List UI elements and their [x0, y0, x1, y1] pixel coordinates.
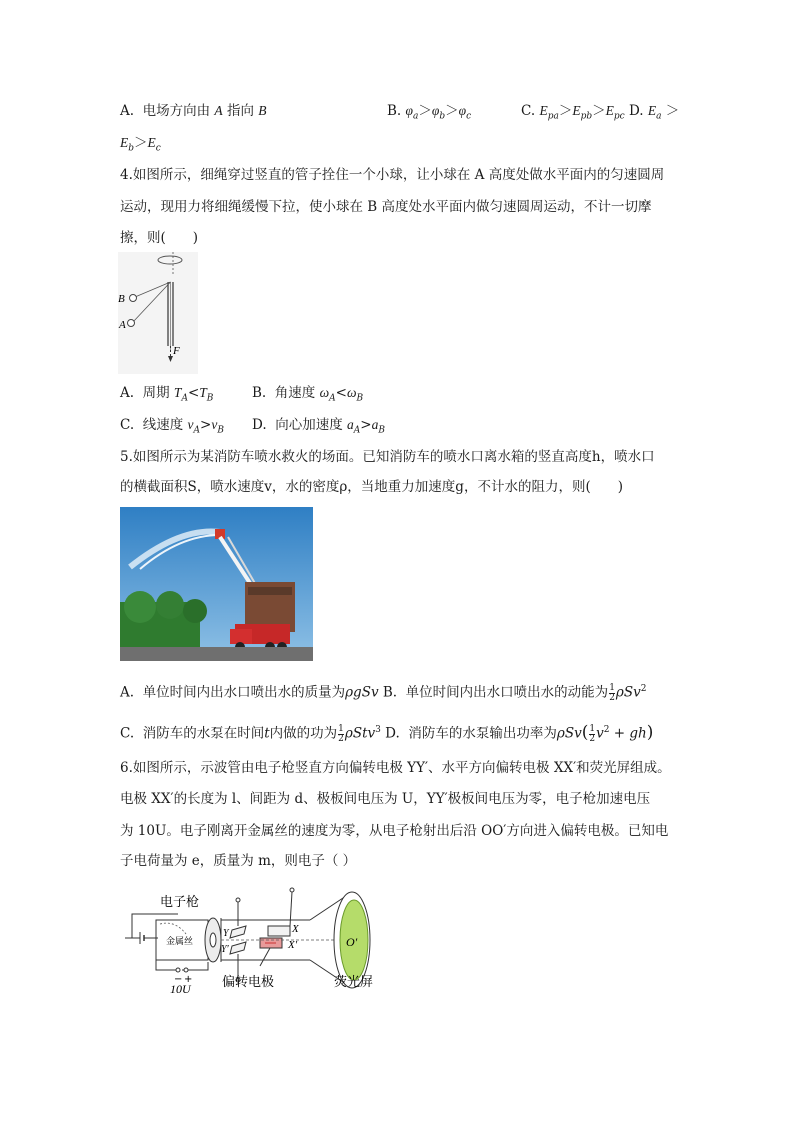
q3-option-b: B. $\varphi_a>\varphi_b>\varphi_c$	[387, 103, 472, 122]
q5-stem-line1: 5.如图所示为某消防车喷水救火的场面。已知消防车的喷水口离水箱的竖直高度h，喷水口	[120, 449, 655, 465]
q3-option-a: A. 电场方向由 A 指向 B	[120, 103, 267, 119]
label-plus: +	[184, 974, 193, 985]
q6-stem-line2: 电极 XX′的长度为 l、间距为 d、极板间电压为 U，YY′极板间电压为零，电子枪加速电压	[120, 791, 651, 807]
label-x-prime: X′	[288, 939, 298, 951]
q4-stem-line2: 运动，现用力将细绳缓慢下拉，使小球在 B 高度处水平面内做匀速圆周运动，不计一切摩	[120, 199, 652, 215]
q5-option-c: C. 消防车的水泵在时间t内做的功为 $\frac{1}{2}$ ρStv$^3$ D. 消防车的水泵输出功率为ρSv( $\frac{1}{2}$ $v^2 + gh$)	[120, 722, 654, 744]
q4-stem-line1: 4.如图所示，细绳穿过竖直的管子拴住一个小球，让小球在 A 高度处做水平面内的匀速圆周	[120, 167, 665, 183]
label-o-prime: O′	[346, 935, 358, 949]
label-y: Y	[223, 928, 229, 939]
q4-option-a: A. 周期 $T_A<T_B$	[120, 385, 214, 404]
q5-option-a: A. 单位时间内出水口喷出水的质量为ρgSv B. 单位时间内出水口喷出水的动能为 $\frac{1}{2}$ ρSv$^2$	[120, 682, 647, 703]
q4-label-b: B	[118, 293, 125, 305]
tube-ball-diagram	[118, 252, 198, 374]
q4-label-a: A	[119, 319, 126, 331]
q4-option-c: C. 线速度 $v_A>v_B$	[120, 417, 224, 436]
q5-stem-line2: 的横截面积S，喷水速度v，水的密度ρ，当地重力加速度g，不计水的阻力，则( )	[120, 479, 623, 495]
q6-oscilloscope-figure	[120, 882, 382, 994]
q5-photo	[120, 507, 313, 661]
q3-option-c: C. $E_{pa}>E_{pb}>E_{pc}$ D. $E_a$ ＞	[521, 103, 680, 122]
label-x: X	[292, 923, 299, 935]
q3-option-d-cont: $E_b>E_c$	[120, 135, 161, 154]
q4-option-d: D. 向心加速度 $a_A>a_B$	[252, 417, 385, 436]
label-y-prime: Y′	[221, 944, 229, 955]
q4-stem-line3: 擦，则( )	[120, 230, 199, 246]
label-screen: 荧光屏	[334, 975, 374, 990]
oscilloscope-diagram	[120, 882, 382, 994]
fire-truck-photo	[120, 507, 313, 661]
q6-stem-line4: 子电荷量为 e，质量为 m，则电子（ ）	[120, 853, 357, 869]
q4-option-b: B. 角速度 $\omega_A<\omega_B$	[252, 385, 364, 404]
q6-stem-line3: 为 10U。电子刚离开金属丝的速度为零，从电子枪射出后沿 OO′方向进入偏转电极。已知电	[120, 823, 669, 839]
q6-stem-line1: 6.如图所示，示波管由电子枪竖直方向偏转电极 YY′、水平方向偏转电极 XX′和荧光屏组成。	[120, 760, 671, 776]
label-minus: −	[174, 974, 183, 985]
label-10u: 10U	[170, 982, 191, 994]
label-electron-gun: 电子枪	[160, 895, 200, 910]
q4-figure	[118, 252, 198, 374]
label-deflection-plates: 偏转电极	[222, 975, 275, 990]
q4-label-f: F	[173, 345, 180, 357]
label-metal-wire: 金属丝	[166, 937, 194, 947]
